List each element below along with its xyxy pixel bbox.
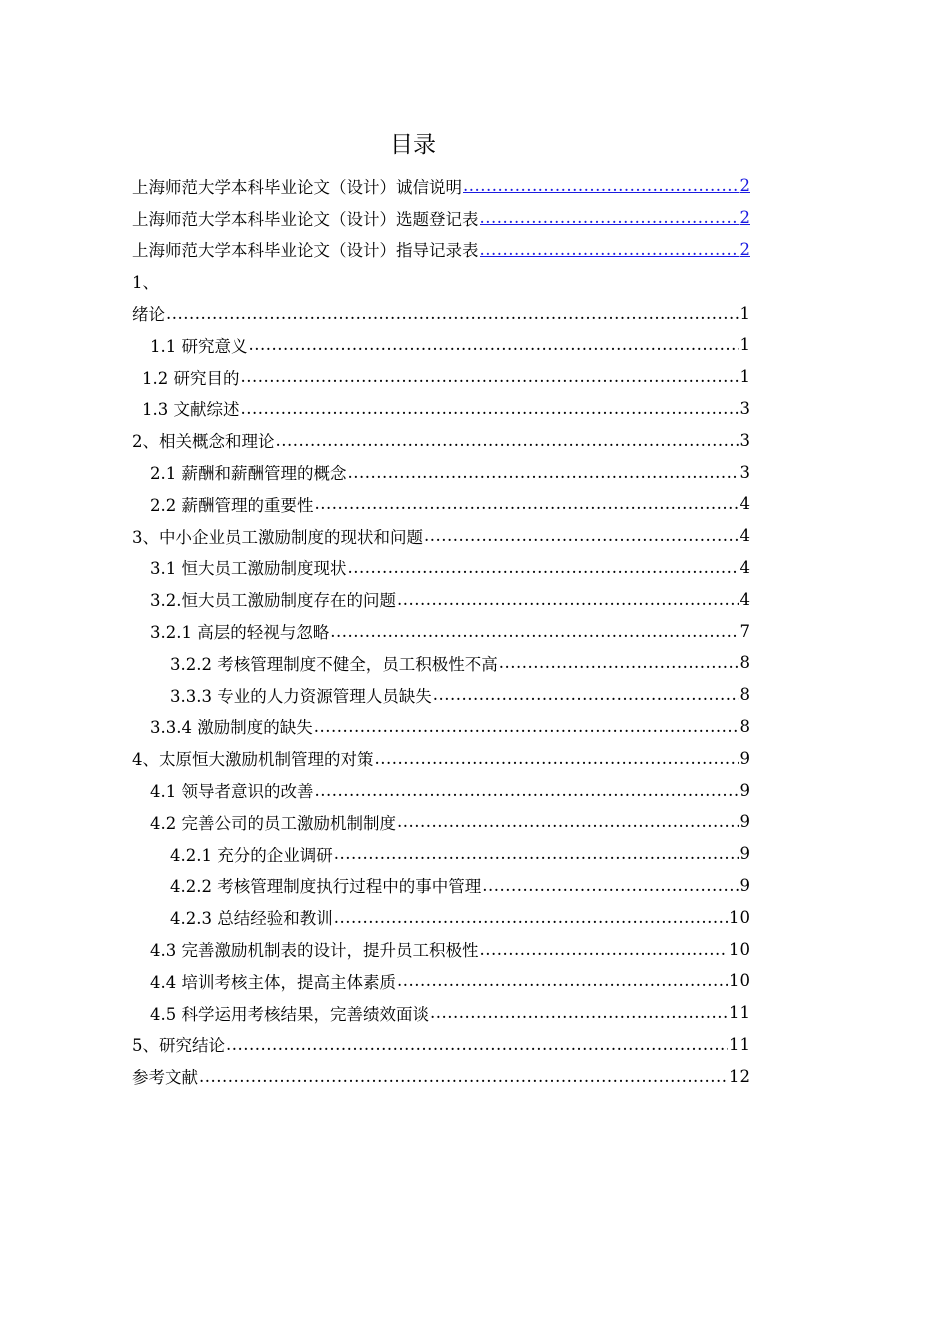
toc-entry-text: 2、相关概念和理论 bbox=[132, 432, 275, 452]
toc-entry[interactable] bbox=[132, 806, 750, 838]
toc-entry[interactable] bbox=[132, 297, 750, 329]
toc-page-number: 4 bbox=[739, 494, 750, 514]
toc-dot-leader bbox=[397, 971, 728, 990]
toc-page-number: 4 bbox=[739, 526, 750, 546]
toc-entry[interactable] bbox=[132, 520, 750, 552]
toc-page-number: 10 bbox=[729, 907, 750, 927]
toc-entry[interactable] bbox=[132, 552, 750, 584]
toc-dot-leader bbox=[430, 1003, 728, 1022]
toc-entry[interactable] bbox=[132, 265, 750, 297]
toc-page-number: 11 bbox=[729, 1003, 750, 1023]
toc-entry-text: 1、 bbox=[132, 273, 159, 293]
toc-page-number: 3 bbox=[739, 462, 750, 482]
toc-page-number: 9 bbox=[739, 875, 750, 895]
toc-page-number: 7 bbox=[739, 621, 750, 641]
toc-page-number: 3 bbox=[739, 430, 750, 450]
toc-entry-text: 1.1 研究意义 bbox=[150, 336, 248, 356]
toc-dot-leader bbox=[330, 622, 738, 641]
toc-entry[interactable] bbox=[132, 424, 750, 456]
toc-dot-leader bbox=[166, 304, 739, 323]
toc-entry-text: 4、太原恒大激励机制管理的对策 bbox=[132, 750, 374, 770]
toc-entry[interactable] bbox=[132, 361, 750, 393]
toc-entry[interactable] bbox=[132, 1029, 750, 1061]
toc-entry[interactable] bbox=[132, 711, 750, 743]
toc-dot-leader bbox=[334, 844, 739, 863]
toc-entry-text: 3.1 恒大员工激励制度现状 bbox=[150, 559, 347, 579]
toc-entry-text: 4.3 完善激励机制表的设计，提升员工积极性 bbox=[150, 941, 479, 961]
toc-entry[interactable] bbox=[132, 488, 750, 520]
toc-page-number: 1 bbox=[739, 303, 750, 323]
toc-entry-text: 4.2.3 总结经验和教训 bbox=[170, 909, 333, 929]
toc-page-number: 8 bbox=[739, 685, 750, 705]
toc-page-number: 2 bbox=[739, 176, 750, 196]
toc-entry-text: 绪论 bbox=[132, 305, 165, 325]
toc-entry[interactable] bbox=[132, 742, 750, 774]
toc-dot-leader bbox=[499, 653, 739, 672]
toc-entry-text: 4.5 科学运用考核结果，完善绩效面谈 bbox=[150, 1004, 429, 1024]
toc-entry-text: 上海师范大学本科毕业论文（设计）选题登记表 bbox=[132, 209, 479, 229]
toc-dot-leader bbox=[226, 1035, 728, 1054]
toc-entry[interactable] bbox=[132, 615, 750, 647]
toc-dot-leader bbox=[375, 749, 739, 768]
toc-dot-leader bbox=[314, 717, 739, 736]
toc-entry-text: 上海师范大学本科毕业论文（设计）诚信说明 bbox=[132, 177, 462, 197]
toc-entry[interactable] bbox=[132, 997, 750, 1029]
toc-page-number: 10 bbox=[729, 971, 750, 991]
toc-entry[interactable] bbox=[132, 170, 750, 202]
toc-entry[interactable] bbox=[132, 965, 750, 997]
toc-dot-leader bbox=[241, 399, 739, 418]
toc-entry[interactable] bbox=[132, 234, 750, 266]
toc-title: 目录 bbox=[390, 132, 436, 158]
toc-page-number: 11 bbox=[729, 1034, 750, 1054]
toc-entry-text: 4.2.2 考核管理制度执行过程中的事中管理 bbox=[170, 877, 482, 897]
toc-entry-text: 4.4 培训考核主体，提高主体素质 bbox=[150, 972, 396, 992]
toc-entry-text: 1.2 研究目的 bbox=[142, 368, 240, 388]
toc-dot-leader bbox=[249, 335, 739, 354]
toc-dot-leader bbox=[397, 590, 739, 609]
toc-page-number: 8 bbox=[739, 716, 750, 736]
toc-page-number: 1 bbox=[739, 367, 750, 387]
toc-entry-text: 2.1 薪酬和薪酬管理的概念 bbox=[150, 464, 347, 484]
toc-entry[interactable] bbox=[132, 583, 750, 615]
toc-page-number: 4 bbox=[739, 557, 750, 577]
toc-entry[interactable] bbox=[132, 679, 750, 711]
toc-entry[interactable] bbox=[132, 393, 750, 425]
toc-dot-leader bbox=[334, 908, 728, 927]
toc-dot-leader bbox=[348, 558, 739, 577]
toc-entry-text: 3.3.3 专业的人力资源管理人员缺失 bbox=[170, 686, 432, 706]
toc-page-number: 2 bbox=[739, 208, 750, 228]
toc-entry[interactable] bbox=[132, 647, 750, 679]
toc-page-number: 4 bbox=[739, 589, 750, 609]
toc-page-number: 9 bbox=[739, 748, 750, 768]
toc-entry-text: 4.1 领导者意识的改善 bbox=[150, 782, 314, 802]
toc-dot-leader bbox=[480, 208, 739, 227]
toc-dot-leader bbox=[480, 940, 729, 959]
toc-entry[interactable] bbox=[132, 1060, 750, 1092]
toc-dot-leader bbox=[241, 367, 739, 386]
toc-entry-text: 1.3 文献综述 bbox=[142, 400, 240, 420]
toc-page-number: 2 bbox=[739, 239, 750, 259]
toc-page-number: 9 bbox=[739, 812, 750, 832]
toc-entry[interactable] bbox=[132, 838, 750, 870]
toc-entry-text: 参考文献 bbox=[132, 1068, 198, 1088]
toc-entry-text: 2.2 薪酬管理的重要性 bbox=[150, 495, 314, 515]
toc-dot-leader bbox=[199, 1067, 728, 1086]
table-of-contents bbox=[132, 170, 750, 1092]
toc-entry-text: 3.2.恒大员工激励制度存在的问题 bbox=[150, 591, 396, 611]
toc-page-number: 10 bbox=[729, 939, 750, 959]
toc-dot-leader bbox=[480, 240, 739, 259]
toc-entry-text: 5、研究结论 bbox=[132, 1036, 225, 1056]
toc-page-number: 1 bbox=[739, 335, 750, 355]
toc-entry[interactable] bbox=[132, 456, 750, 488]
toc-dot-leader bbox=[433, 685, 739, 704]
toc-entry[interactable] bbox=[132, 933, 750, 965]
toc-dot-leader bbox=[315, 781, 739, 800]
toc-dot-leader bbox=[315, 494, 739, 513]
toc-page-number: 9 bbox=[739, 780, 750, 800]
toc-entry-text: 上海师范大学本科毕业论文（设计）指导记录表 bbox=[132, 241, 479, 261]
toc-page-number: 8 bbox=[739, 653, 750, 673]
toc-entry-text: 3.2.2 考核管理制度不健全，员工积极性不高 bbox=[170, 654, 498, 674]
toc-page-number: 9 bbox=[739, 844, 750, 864]
toc-entry[interactable] bbox=[132, 202, 750, 234]
toc-dot-leader bbox=[463, 176, 739, 195]
toc-entry-text: 4.2.1 充分的企业调研 bbox=[170, 845, 333, 865]
toc-dot-leader bbox=[276, 431, 739, 450]
toc-page-number: 3 bbox=[739, 398, 750, 418]
toc-entry-text: 3.3.4 激励制度的缺失 bbox=[150, 718, 313, 738]
toc-dot-leader bbox=[348, 463, 739, 482]
toc-dot-leader bbox=[397, 812, 739, 831]
toc-entry[interactable] bbox=[132, 901, 750, 933]
toc-dot-leader bbox=[482, 876, 738, 895]
toc-entry[interactable] bbox=[132, 329, 750, 361]
toc-page-number: 12 bbox=[729, 1066, 750, 1086]
toc-entry-text: 3、中小企业员工激励制度的现状和问题 bbox=[132, 527, 423, 547]
toc-entry-text: 3.2.1 高层的轻视与忽略 bbox=[150, 623, 330, 643]
toc-entry[interactable] bbox=[132, 870, 750, 902]
toc-dot-leader bbox=[424, 526, 739, 545]
toc-entry-text: 4.2 完善公司的员工激励机制制度 bbox=[150, 813, 396, 833]
toc-entry[interactable] bbox=[132, 774, 750, 806]
